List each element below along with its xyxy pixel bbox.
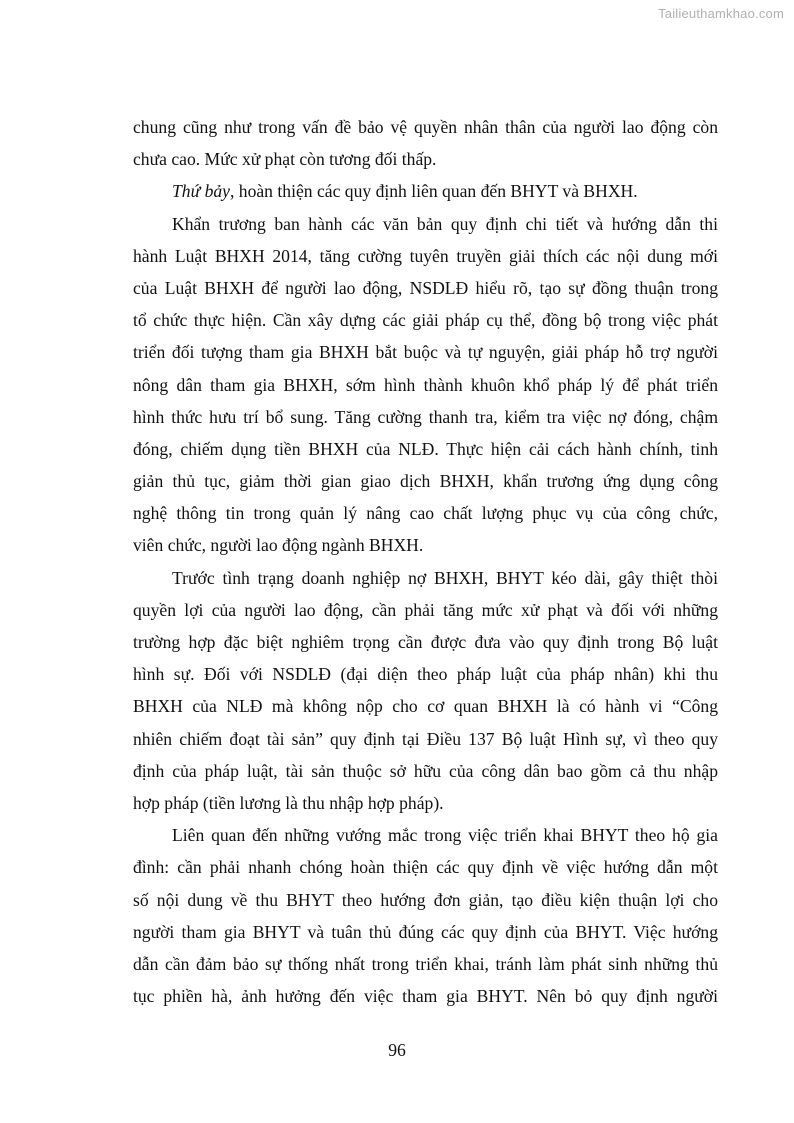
text-line: trường hợp đặc biệt nghiêm trọng cần được đưa vào quy định trong Bộ luật bbox=[133, 632, 718, 652]
page-number: 96 bbox=[388, 1040, 406, 1060]
italic-lead: Thứ bảy bbox=[172, 181, 230, 202]
text-line: số nội dung về thu BHYT theo hướng đơn giản, tạo điều kiện thuận lợi cho bbox=[133, 889, 718, 910]
text-line: định của pháp luật, tài sản thuộc sở hữu của công dân bao gồm cả thu nhập bbox=[133, 760, 718, 781]
section-heading-seventh: Thứ bảy, hoàn thiện các quy định liên quan đến BHYT và BHXH. bbox=[172, 181, 638, 202]
text-line: nông dân tham gia BHXH, sớm hình thành khuôn khổ pháp lý để phát triển bbox=[133, 374, 718, 395]
text-line: của Luật BHXH để người lao động, NSDLĐ hiểu rõ, tạo sự đồng thuận trong bbox=[133, 277, 718, 298]
text-line: chung cũng như trong vấn đề bảo vệ quyền nhân thân của người lao động còn bbox=[133, 117, 718, 137]
text-line: triển đối tượng tham gia BHXH bắt buộc và tự nguyện, giải pháp hỗ trợ người bbox=[133, 342, 718, 363]
watermark: Tailieuthamkhao.com bbox=[658, 6, 784, 21]
text-line: tổ chức thực hiện. Cần xây dựng các giải pháp cụ thể, đồng bộ trong việc phát bbox=[133, 310, 718, 331]
text-line: dẫn cần đảm bảo sự thống nhất trong triển khai, tránh làm phát sinh những thủ bbox=[133, 953, 718, 974]
page-body bbox=[133, 114, 718, 1015]
text-line: hành Luật BHXH 2014, tăng cường tuyên truyền giải thích các nội dung mới bbox=[133, 245, 718, 266]
text-line: chưa cao. Mức xử phạt còn tương đối thấp. bbox=[133, 149, 437, 170]
text-line: hình thức hưu trí bổ sung. Tăng cường thanh tra, kiểm tra việc nợ đóng, chậm bbox=[133, 406, 718, 427]
text-line: giản thủ tục, giảm thời gian giao dịch BHXH, khẩn trương ứng dụng công bbox=[133, 471, 718, 492]
text-line: Khẩn trương ban hành các văn bản quy định chi tiết và hướng dẫn thi bbox=[172, 213, 718, 234]
text-line: đóng, chiếm dụng tiền BHXH của NLĐ. Thực hiện cải cách hành chính, tinh bbox=[133, 438, 718, 459]
text-line: người tham gia BHYT và tuân thủ đúng các quy định của BHYT. Việc hướng bbox=[133, 921, 718, 942]
text-line: nhiên chiếm đoạt tài sản” quy định tại Điều 137 Bộ luật Hình sự, vì theo quy bbox=[133, 728, 718, 749]
text-line: quyền lợi của người lao động, cần phải tăng mức xử phạt và đối với những bbox=[133, 599, 718, 620]
text-line: BHXH của NLĐ mà không nộp cho cơ quan BHXH là có hành vi “Công bbox=[133, 696, 718, 717]
text-line: tục phiền hà, ảnh hưởng đến việc tham gia BHYT. Nên bỏ quy định người bbox=[133, 986, 718, 1007]
text-line: viên chức, người lao động ngành BHXH. bbox=[133, 535, 424, 556]
text-line: hình sự. Đối với NSDLĐ (đại diện theo pháp luật của pháp nhân) khi thu bbox=[133, 664, 718, 685]
text-line: Liên quan đến những vướng mắc trong việc triển khai BHYT theo hộ gia bbox=[172, 825, 718, 846]
text-line: Trước tình trạng doanh nghiệp nợ BHXH, BHYT kéo dài, gây thiệt thòi bbox=[172, 567, 718, 588]
text-line: đình: cần phải nhanh chóng hoàn thiện các quy định về việc hướng dẫn một bbox=[133, 857, 718, 878]
text-line: nghệ thông tin trong quản lý nâng cao chất lượng phục vụ của công chức, bbox=[133, 503, 718, 524]
text-line: hợp pháp (tiền lương là thu nhập hợp pháp). bbox=[133, 792, 444, 813]
